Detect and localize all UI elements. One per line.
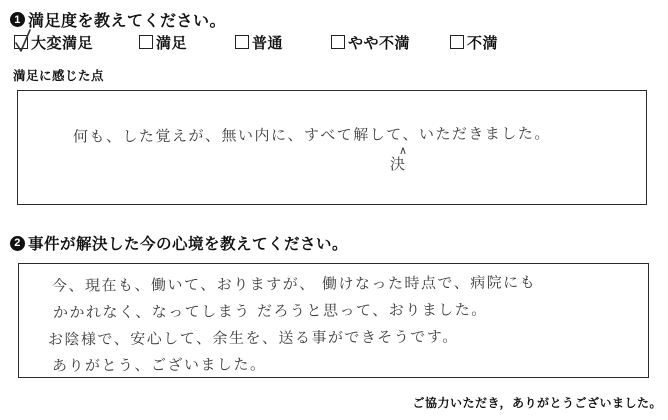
question2-title: 事件が解決した今の心境を教えてください。 (28, 236, 349, 253)
question1-heading (10, 8, 226, 31)
question2-number-badge: 2 (10, 236, 25, 251)
question2-heading (10, 232, 348, 254)
checkbox-manzoku[interactable] (139, 35, 153, 49)
option-yaya-fuman[interactable] (331, 33, 410, 51)
handwritten-answer-line: 何も、した覚えが、無い内に、すべて解して、いただきました。 (72, 124, 551, 146)
checkbox-futsuu[interactable] (235, 35, 249, 49)
option-daihen-manzoku[interactable] (14, 33, 93, 51)
checkbox-daihen-manzoku[interactable] (14, 35, 28, 49)
handwritten-answer-line: お陰様で、安心して、余生を、送る事ができそうです。 (47, 327, 459, 349)
handwritten-answer-line: ありがとう、ございました。 (51, 355, 267, 375)
checkbox-fuman[interactable] (450, 35, 464, 49)
option-label: やや不満 (348, 34, 411, 52)
answer-box-satisfied-points (17, 90, 647, 205)
option-manzoku[interactable] (139, 33, 187, 51)
question1-number-badge: 1 (10, 12, 25, 27)
option-fuman[interactable] (450, 33, 498, 51)
answer-box-current-feelings (18, 263, 649, 378)
handwritten-answer-line: かかれなく、なってしまう だろうと思って、おりました。 (52, 300, 488, 322)
handwritten-checkmark-icon (12, 27, 36, 55)
footer-thanks-text: ご協力いただき，ありがとうございました。 (412, 396, 662, 410)
option-futsuu[interactable] (235, 33, 283, 51)
option-label: 大変満足 (31, 34, 94, 52)
handwritten-answer-line: 今、現在も、働いて、おりますが、 働けなった時点で、病院にも (51, 273, 537, 295)
option-label: 満足 (156, 34, 188, 52)
question1-title: 満足度を教えてください。 (28, 13, 227, 30)
insertion-caret-mark: ∧ (399, 144, 408, 157)
option-label: 不満 (467, 34, 499, 52)
checkbox-yaya-fuman[interactable] (331, 35, 345, 49)
satisfaction-options-row (0, 33, 668, 53)
satisfied-points-label: 満足に感じた点 (13, 69, 105, 83)
insertion-character: 決 (390, 155, 406, 173)
option-label: 普通 (252, 34, 284, 52)
